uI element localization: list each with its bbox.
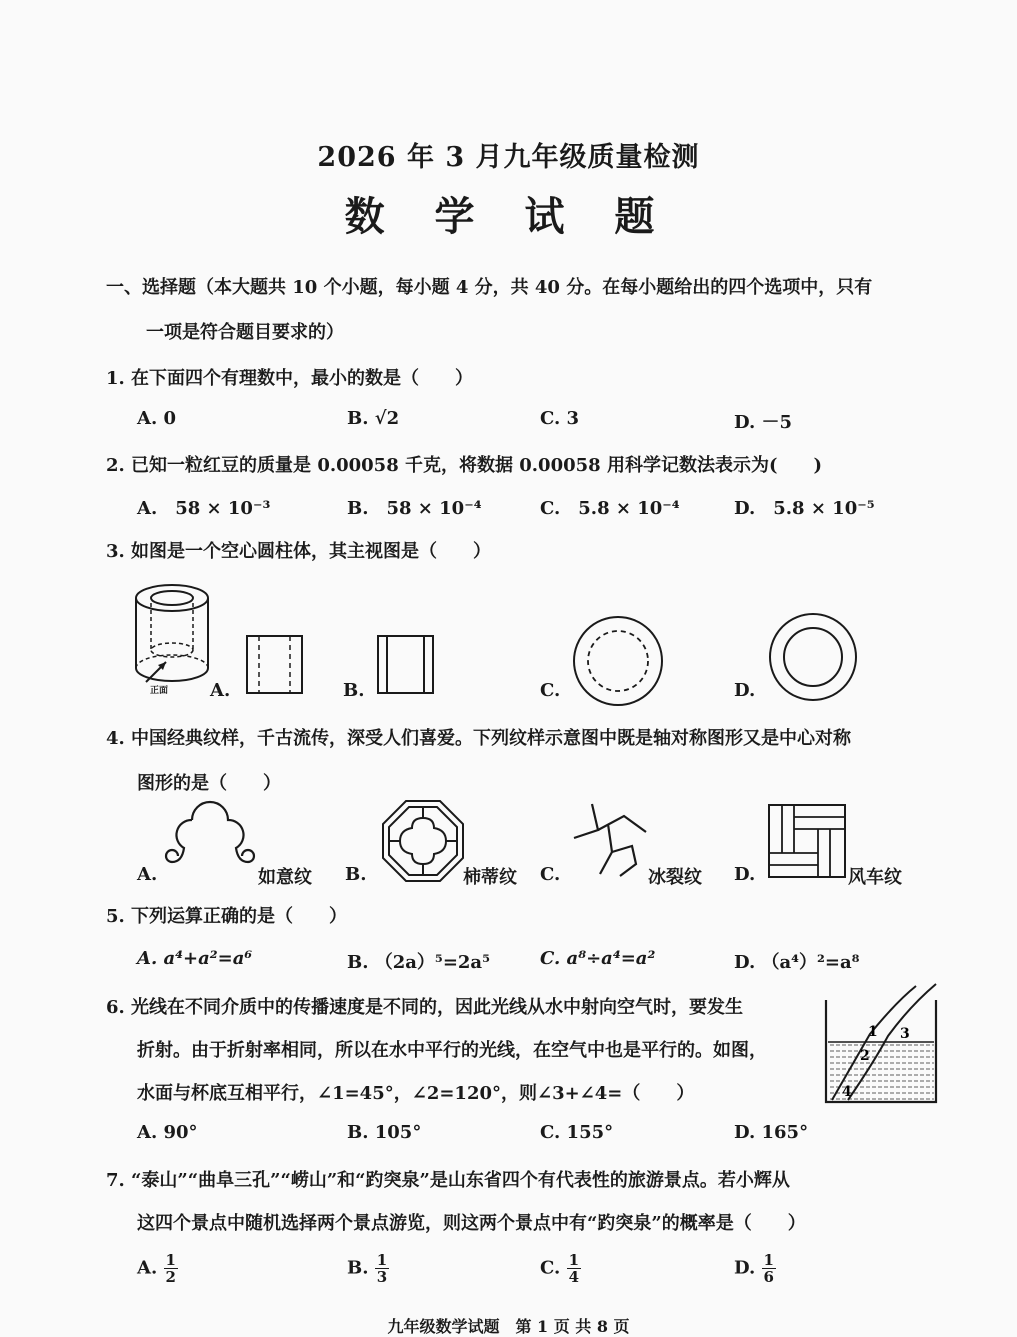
q6-stem-line2: 折射。由于折射率相同，所以在水中平行的光线，在空气中也是平行的。如图， [137, 1040, 767, 1061]
q4-option-a: A. [137, 864, 158, 885]
q2-option-c: C. 5.8 × 10⁻⁴ [540, 498, 680, 519]
q1-option-d: D. －5 [734, 412, 793, 433]
q7-option-d: D. $\frac{1}{6}$ [734, 1251, 774, 1286]
q5-option-b: B. （2a）⁵=2a⁵ [347, 952, 490, 973]
q6-option-a: A. 90° [137, 1122, 198, 1143]
q7-option-c: C. $\frac{1}{4}$ [540, 1251, 579, 1286]
q7-stem-line2: 这四个景点中随机选择两个景点游览，则这两个景点中有“趵突泉”的概率是（ ） [137, 1213, 806, 1234]
q5-option-a: A. a⁴+a²=a⁶ [137, 948, 253, 969]
q4-stem: 4. 中国经典纹样，千古流传，深受人们喜爱。下列纹样示意图中既是轴对称图形又是中心对称 [106, 728, 852, 749]
subject-title: 数 学 试 题 [344, 193, 673, 240]
exam-title: 2026 年 3 月九年级质量检测 [317, 142, 700, 173]
q2-option-d: D. 5.8 × 10⁻⁵ [734, 498, 875, 519]
q4-name-b: 柿蒂纹 [463, 867, 517, 888]
ice-crack-pattern-figure [570, 802, 650, 882]
q6-option-d: D. 165° [734, 1122, 809, 1143]
q3-stem: 3. 如图是一个空心圆柱体，其主视图是（ ） [106, 541, 492, 562]
q3-option-a: A. [210, 680, 231, 701]
q4-name-a: 如意纹 [258, 867, 312, 888]
q4-name-c: 冰裂纹 [648, 867, 702, 888]
q7-option-a: A. $\frac{1}{2}$ [137, 1251, 176, 1286]
page-footer: 九年级数学试题 第 1 页 共 8 页 [387, 1317, 630, 1336]
beaker-refraction-figure [824, 982, 944, 1108]
q4-name-d: 风车纹 [848, 867, 902, 888]
section-heading: 一、选择题（本大题共 10 个小题，每小题 4 分，共 40 分。在每小题给出的四个选项中，只有 [106, 277, 873, 298]
q7-fraction-d: $\frac{1}{6}$ [763, 1251, 774, 1286]
section-heading-cont: 一项是符合题目要求的） [146, 322, 344, 343]
windmill-pattern-figure [768, 804, 848, 880]
q1-option-a: A. 0 [137, 408, 177, 429]
shidi-pattern-figure [382, 800, 464, 882]
q1-stem: 1. 在下面四个有理数中，最小的数是（ ） [106, 368, 474, 389]
q4-option-c: C. [540, 864, 561, 885]
q5-option-c: C. a⁸÷a⁴=a² [540, 948, 656, 969]
q5-option-d: D. （a⁴）²=a⁸ [734, 952, 860, 973]
q6-option-b: B. 105° [347, 1122, 422, 1143]
q7-stem: 7. “泰山”“曲阜三孔”“崂山”和“趵突泉”是山东省四个有代表性的旅游景点。若小辉从 [106, 1170, 790, 1191]
q7-option-b: B. $\frac{1}{3}$ [347, 1251, 388, 1286]
q2-stem: 2. 已知一粒红豆的质量是 0.00058 千克，将数据 0.00058 用科学记数法表示为( ) [106, 455, 822, 476]
q4-option-d: D. [734, 864, 756, 885]
q3-option-d: D. [734, 680, 756, 701]
q3-option-c: C. [540, 680, 561, 701]
angle-3-label: 3 [900, 1026, 910, 1042]
q7-fraction-b: $\frac{1}{3}$ [376, 1251, 388, 1286]
angle-4-label: 4 [842, 1084, 852, 1100]
q4-option-b: B. [345, 864, 367, 885]
ruyi-pattern-figure [162, 800, 262, 875]
q6-stem-line3: 水面与杯底互相平行，∠1=45°，∠2=120°，则∠3+∠4=（ ） [137, 1083, 695, 1104]
q1-option-b: B. √2 [347, 408, 400, 429]
q3-c-shape [572, 615, 664, 707]
q6-option-c: C. 155° [540, 1122, 614, 1143]
q3-d-shape [768, 612, 858, 702]
q3-a-shape [246, 635, 304, 695]
q5-stem: 5. 下列运算正确的是（ ） [106, 906, 348, 927]
q6-stem: 6. 光线在不同介质中的传播速度是不同的，因此光线从水中射向空气时，要发生 [106, 997, 744, 1018]
hollow-cylinder-figure [130, 578, 220, 698]
q7-fraction-a: $\frac{1}{2}$ [165, 1251, 176, 1286]
front-label: 正面 [150, 686, 169, 696]
q7-fraction-c: $\frac{1}{4}$ [568, 1251, 579, 1286]
angle-2-label: 2 [860, 1048, 870, 1064]
q2-option-b: B. 58 × 10⁻⁴ [347, 498, 482, 519]
q1-option-c: C. 3 [540, 408, 580, 429]
q2-option-a: A. 58 × 10⁻³ [137, 498, 271, 519]
q4-stem-cont: 图形的是（ ） [137, 773, 281, 794]
angle-1-label: 1 [868, 1024, 878, 1040]
q3-b-shape [377, 635, 435, 695]
q3-option-b: B. [343, 680, 365, 701]
